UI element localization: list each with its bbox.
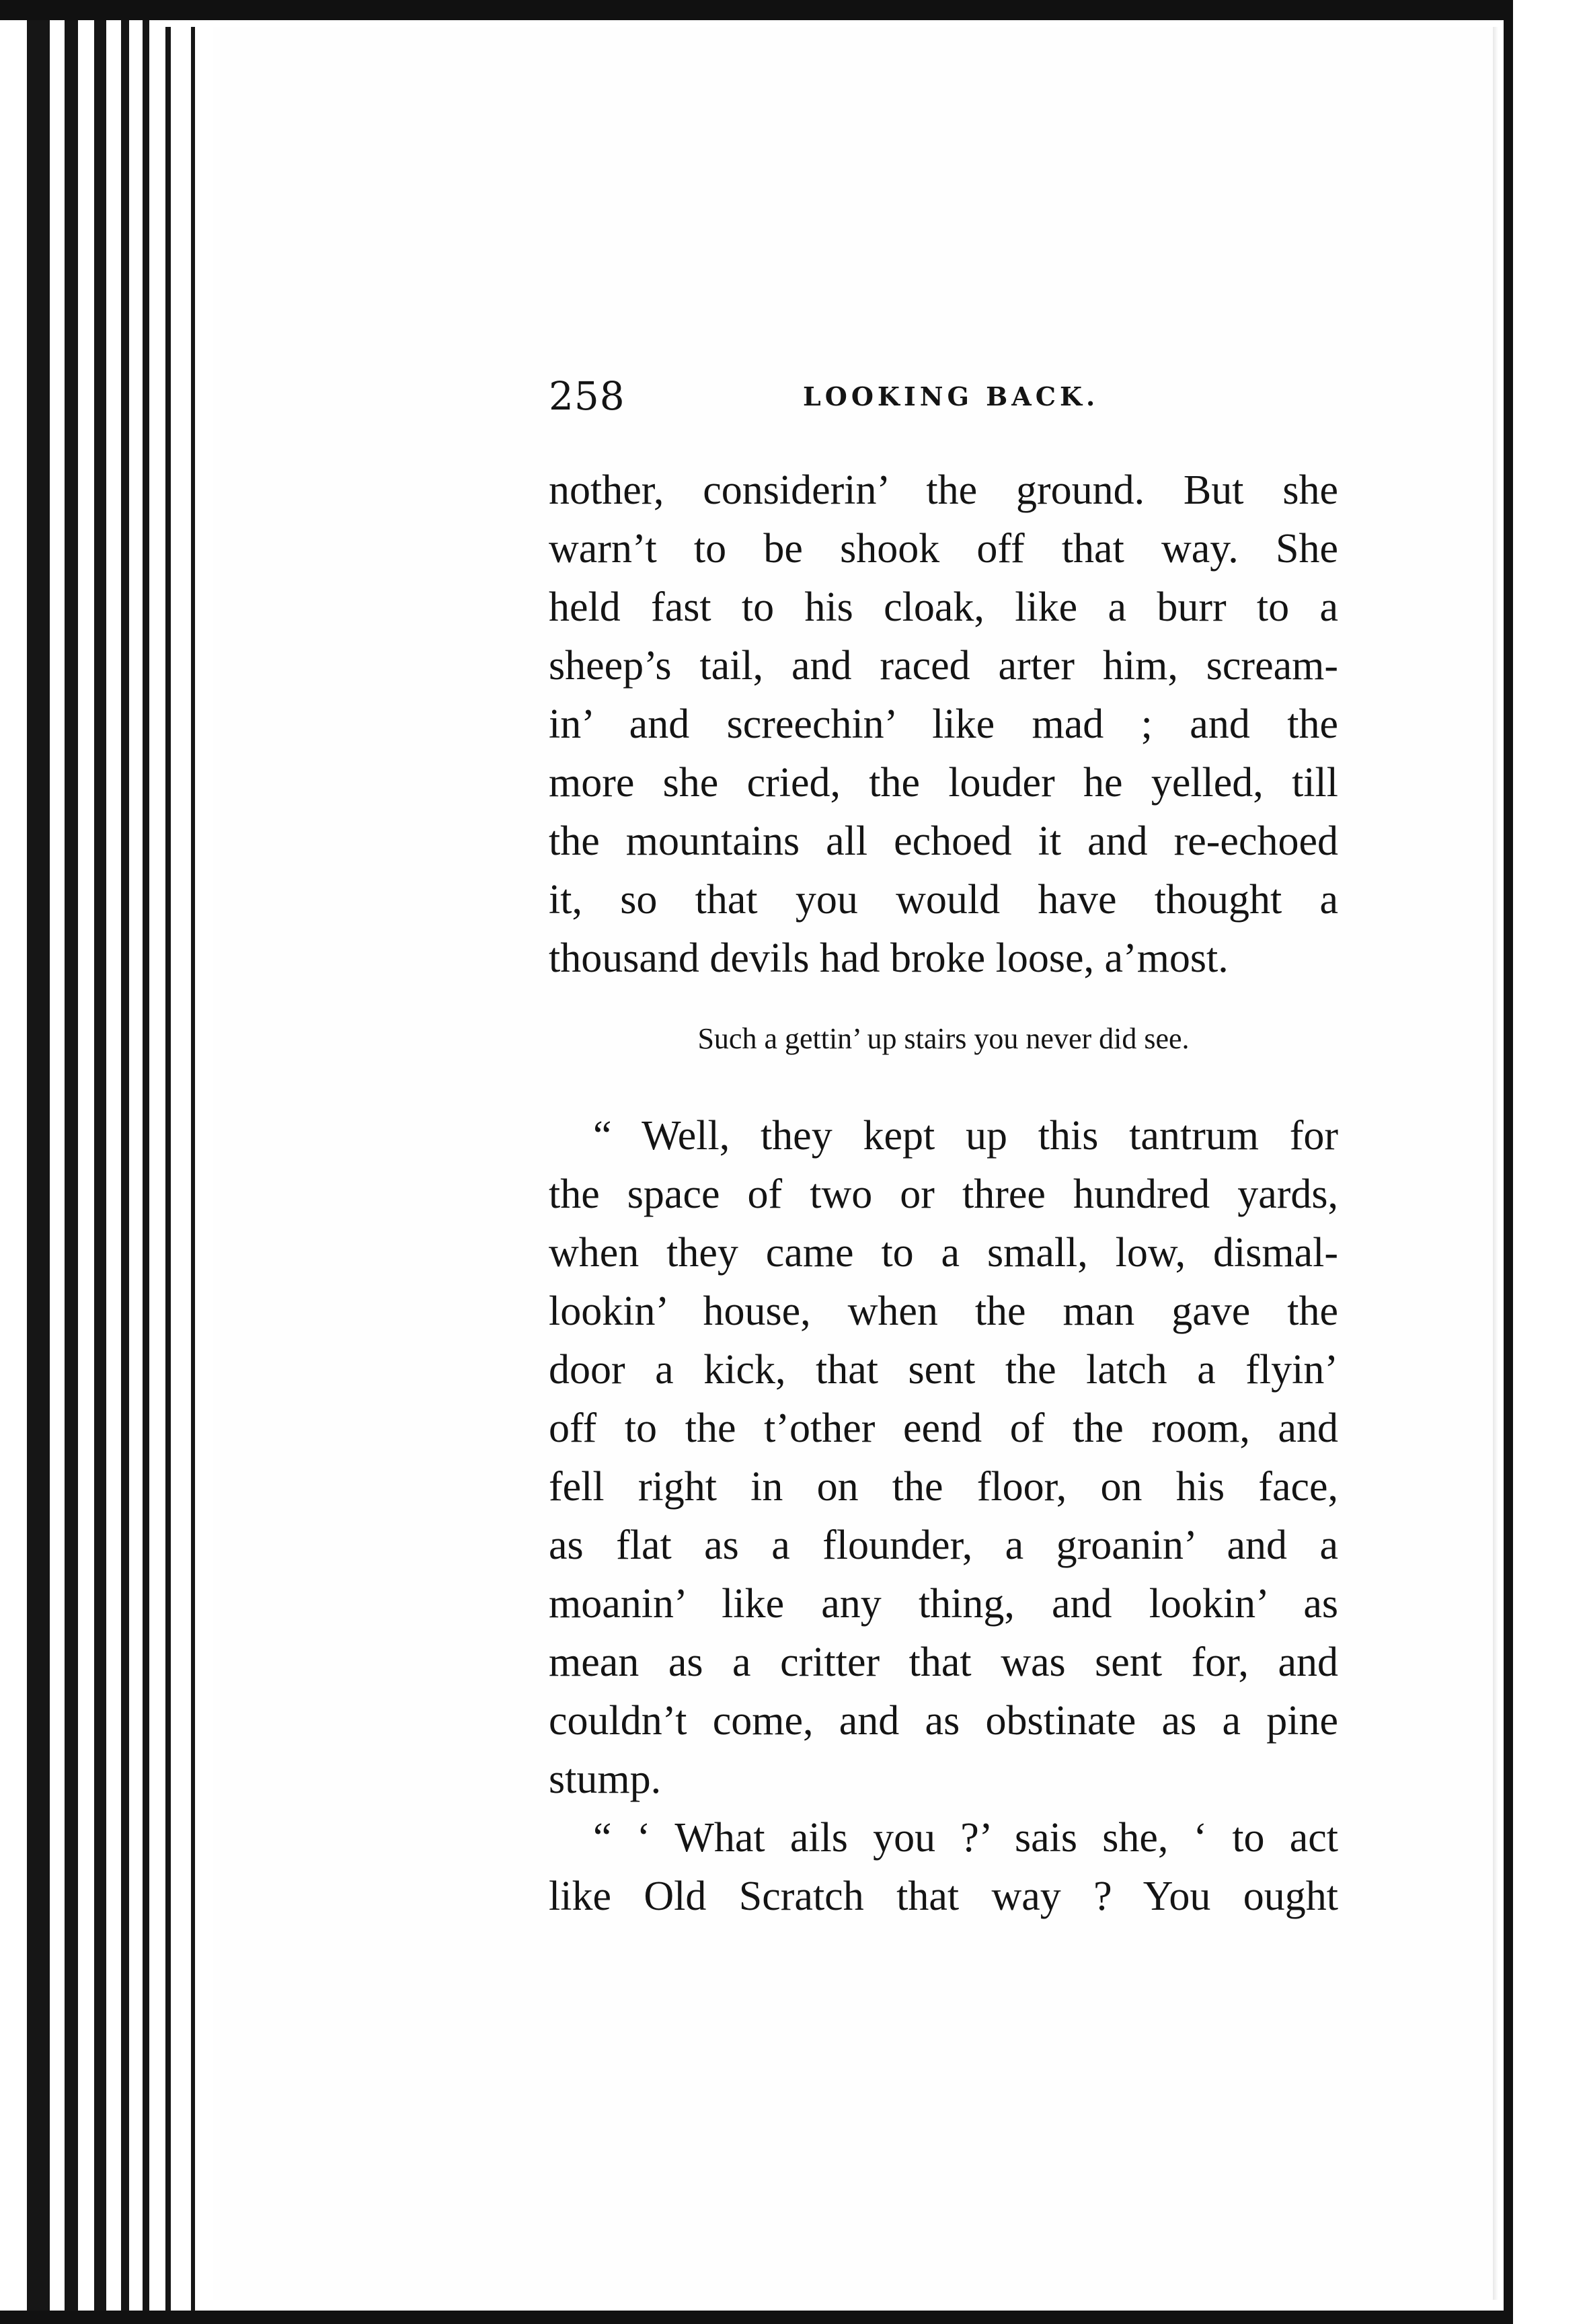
scan-right-border (1504, 0, 1513, 2324)
text-line: when they came to a small, low, dismal- (549, 1230, 1338, 1276)
text-line: off to the t’other eend of the room, and (549, 1405, 1338, 1451)
text-line: mean as a critter that was sent for, and (549, 1639, 1338, 1685)
text-line: like Old Scratch that way ? You ought (549, 1873, 1338, 1919)
text-line: sheep’s tail, and raced arter him, scream- (549, 643, 1338, 689)
running-title: LOOKING BACK. (803, 381, 1099, 412)
spine-line (143, 0, 149, 2324)
scan-bottom-border (0, 2311, 1504, 2324)
spine-line (27, 0, 50, 2324)
spine-line (65, 0, 78, 2324)
paragraph-1 (549, 461, 1338, 988)
text-line: held fast to his cloak, like a burr to a (549, 584, 1338, 630)
text-line: “ ‘ What ails you ?’ sais she, ‘ to act (593, 1815, 1338, 1861)
text-line: moanin’ like any thing, and lookin’ as (549, 1581, 1338, 1627)
text-line: the space of two or three hundred yards, (549, 1171, 1338, 1217)
running-head (549, 373, 1338, 420)
book-spine-edge (0, 0, 202, 2324)
text-line: fell right in on the floor, on his face, (549, 1464, 1338, 1510)
text-line: the mountains all echoed it and re-echoed (549, 818, 1338, 864)
verse-line: Such a gettin’ up stairs you never did see. (697, 1022, 1190, 1055)
spine-line (165, 27, 171, 2313)
text-line: thousand devils had broke loose, a’most. (549, 935, 1229, 981)
text-line: warn’t to be shook off that way. She (549, 526, 1338, 572)
text-line: stump. (549, 1756, 662, 1802)
scan-top-border (0, 0, 1504, 20)
text-line: nother, considerin’ the ground. But she (549, 467, 1338, 513)
spine-line (121, 0, 129, 2324)
text-line: more she cried, the louder he yelled, till (549, 760, 1338, 806)
text-line: in’ and screechin’ like mad ; and the (549, 701, 1338, 747)
text-line: couldn’t come, and as obstinate as a pine (549, 1698, 1338, 1744)
page-number: 258 (549, 373, 625, 419)
text-line: “ Well, they kept up this tantrum for (593, 1113, 1338, 1159)
spine-line (191, 27, 195, 2313)
spine-line (94, 0, 106, 2324)
text-line: as flat as a flounder, a groanin’ and a (549, 1522, 1338, 1568)
paragraph-2 (549, 1107, 1338, 1926)
text-line: it, so that you would have thought a (549, 877, 1338, 923)
text-line: door a kick, that sent the latch a flyin’ (549, 1347, 1338, 1393)
text-line: lookin’ house, when the man gave the (549, 1288, 1338, 1334)
